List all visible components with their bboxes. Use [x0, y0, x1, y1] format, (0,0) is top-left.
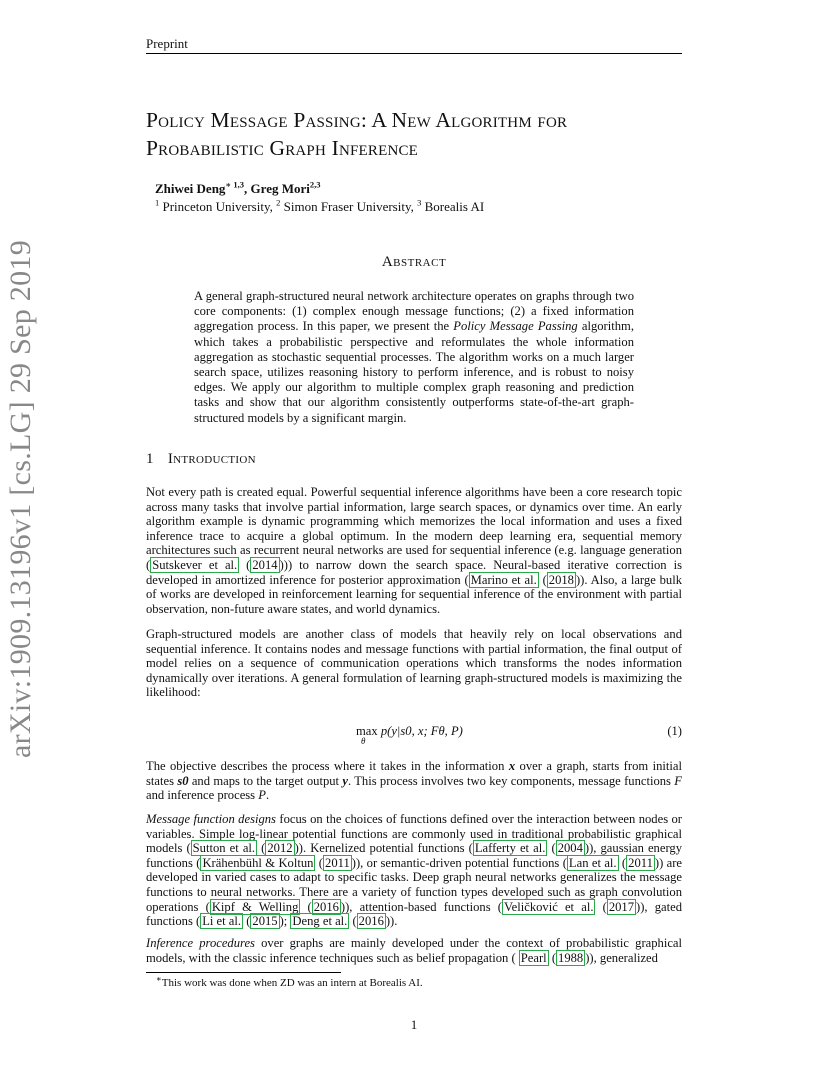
- page-number: 1: [410, 1017, 418, 1032]
- citation-link[interactable]: 2017: [608, 899, 635, 914]
- math-F: F: [674, 773, 682, 788]
- text-run: and inference process: [146, 788, 259, 803]
- text-run: )). Kernelized potential functions (: [294, 841, 473, 856]
- author-2: Greg Mori: [250, 181, 310, 196]
- equation-max: max: [356, 724, 378, 738]
- text-run: )).: [385, 914, 398, 929]
- citation-link[interactable]: Pearl: [520, 950, 547, 965]
- citation-link[interactable]: 2011: [325, 855, 350, 870]
- citation-link[interactable]: Veličković et al.: [503, 899, 594, 914]
- affil-2: Simon Fraser University,: [280, 199, 418, 214]
- equation-1: [146, 724, 682, 746]
- section-heading: [146, 451, 256, 468]
- author-1-marks: ∗ 1,3: [225, 179, 245, 190]
- text-run: (: [257, 841, 266, 856]
- paragraph-emphasis: Message function designs: [146, 812, 276, 826]
- text-run: (: [243, 914, 251, 929]
- text-run: (: [239, 557, 251, 572]
- text-run: (: [548, 950, 557, 965]
- citation-link[interactable]: Li et al.: [202, 914, 242, 929]
- abstract-body: [194, 289, 634, 426]
- title-line-2: Probabilistic Graph Inference: [146, 136, 419, 160]
- citation-link[interactable]: Lafferty et al.: [474, 841, 546, 856]
- citation-link[interactable]: Marino et al.: [470, 572, 537, 587]
- footnote-text: This work was done when ZD was an intern at Borealis AI.: [161, 977, 423, 989]
- text-run: )). Also, a large bulk of works are developed in reinforcement learning for sequential inference of the environment with partial observation, non-future aware states, and world dynamics.: [146, 572, 683, 616]
- author-2-marks: 2,3: [309, 179, 321, 190]
- equation-subscript: θ: [361, 736, 366, 746]
- footnote: [156, 973, 423, 989]
- text-run: . This process involves two key components, message functions: [347, 773, 675, 788]
- author-separator: ,: [244, 181, 251, 196]
- citation-link[interactable]: 2004: [557, 841, 583, 856]
- math-x: x: [508, 759, 516, 773]
- abstract-text-a: A general graph-structured neural network architecture operates on graphs through two core components: (1) complex enough message functions; (2) a fixed information aggregation process. In this paper, we present the: [194, 289, 634, 334]
- paragraph-2: Graph-structured models are another class of models that heavily rely on local observations and sequential inference. It contains nodes and message functions with partial information, the final output of model relies on a sequence of communication operations which transforms the nodes information dynamically over iterations. A general formulation of learning graph-structured models is maximizing the likelihood:: [146, 627, 682, 700]
- affil-3: Borealis AI: [421, 199, 485, 214]
- equation-body: p(y|s0, x; Fθ, P): [377, 724, 463, 738]
- footnote-rule: [146, 972, 341, 973]
- paragraph-4: [146, 812, 682, 929]
- header-rule: [146, 53, 682, 54]
- running-header: Preprint: [146, 36, 188, 51]
- citation-link[interactable]: Deng et al.: [292, 914, 348, 929]
- citation-link[interactable]: 2011: [628, 855, 653, 870]
- text-run: )), gaussian energy functions (: [146, 841, 683, 870]
- citation-link[interactable]: Sutskever et al.: [152, 557, 238, 572]
- author-1: Zhiwei Deng: [155, 181, 226, 196]
- affil-mark-1: 1: [155, 197, 160, 208]
- abstract-heading: Abstract: [381, 254, 447, 270]
- citation-link[interactable]: 2012: [267, 841, 293, 856]
- arxiv-stamp: arXiv:1909.13196v1 [cs.LG] 29 Sep 2019: [4, 239, 37, 758]
- text-run: The objective describes the process where it takes in the information: [146, 759, 509, 773]
- citation-link[interactable]: 1988: [558, 950, 584, 965]
- text-run: )), generalized: [585, 950, 658, 965]
- text-run: over a graph, starts from initial states: [146, 759, 682, 788]
- title-line-1: Policy Message Passing: A New Algorithm for: [146, 108, 568, 132]
- text-run: focus on the choices of functions defined over the interaction between nodes or variables. Simple log-linear potential functions are commonly used in traditional probabilistic graphical models (: [146, 812, 683, 856]
- citation-link[interactable]: 2015: [252, 914, 278, 929]
- citation-link[interactable]: 2014: [252, 557, 278, 572]
- paragraph-emphasis: Inference procedures: [146, 936, 255, 950]
- text-run: )), attention-based functions (: [340, 899, 502, 914]
- text-run: )), gated functions (: [146, 899, 682, 929]
- text-run: )), or semantic-driven potential functions (: [351, 855, 567, 870]
- text-run: )) are developed in varied cases to adapt to specific tasks. Deep graph neural networks generalizes the message functions to neural networks. There are a variety of function types developed such as graph convolution operations (: [146, 855, 683, 914]
- equation-expression: [356, 724, 463, 746]
- paper-title: [146, 106, 706, 162]
- citation-link[interactable]: 2016: [358, 914, 384, 929]
- text-run: (: [300, 899, 312, 914]
- citation-link[interactable]: Krähenbühl & Koltun: [202, 855, 314, 870]
- text-run: ))) to narrow down the search space. Neural-based iterative correction is developed in amortized inference for posterior approximation (: [146, 557, 682, 587]
- citation-link[interactable]: Sutton et al.: [192, 841, 256, 856]
- abstract-emphasis: Policy Message Passing: [453, 319, 578, 334]
- footnote-mark: ∗: [156, 973, 162, 984]
- text-run: and maps to the target output: [188, 773, 343, 788]
- paragraph-3: [146, 759, 682, 803]
- equation-number: (1): [667, 724, 682, 738]
- author-list: [155, 181, 321, 197]
- paragraph-5: [146, 936, 682, 965]
- citation-link[interactable]: Kipf & Welling: [211, 899, 299, 914]
- citation-link[interactable]: 2018: [548, 572, 574, 587]
- affiliations: [155, 199, 484, 215]
- paragraph-1: [146, 485, 682, 616]
- section-number: 1: [146, 451, 154, 467]
- affil-mark-3: 3: [417, 197, 422, 208]
- text-run: over graphs are mainly developed under the context of probabilistic graphical models, with the classic inference techniques such as belief propagation (: [146, 936, 682, 965]
- text-run: (: [595, 899, 607, 914]
- text-run: (: [618, 855, 627, 870]
- math-y: y: [342, 773, 348, 788]
- text-run: (: [315, 855, 324, 870]
- abstract-text-b: algorithm, which takes a probabilistic perspective and reformulates the whole information aggregation as stochastic sequential processes. The algorithm works on a much larger search space, utilizes reasoning history to perform inference, and is robust to noisy edges. We apply our algorithm to multiple complex graph reasoning and prediction tasks and show that our algorithm consistently outperforms state-of-the-art graph-structured models by a significant margin.: [194, 319, 634, 425]
- citation-link[interactable]: 2016: [313, 899, 339, 914]
- text-run: .: [265, 788, 270, 803]
- text-run: (: [547, 841, 556, 856]
- section-title: Introduction: [167, 451, 256, 467]
- text-run: (: [538, 572, 547, 587]
- affil-1: Princeton University,: [159, 199, 277, 214]
- math-s0: s0: [177, 773, 189, 788]
- text-run: );: [279, 914, 291, 929]
- affil-mark-2: 2: [276, 197, 281, 208]
- text-run: (: [349, 914, 357, 929]
- math-P: P: [258, 788, 266, 803]
- text-run: Not every path is created equal. Powerful sequential inference algorithms have been a core research topic across many tasks that involve partial information, large search spaces, or dynamics over time. An early algorithm example is dynamic programming which memorizes the local information and uses a fixed inference trace to acquire a global optimum. In the modern deep learning era, sequential memory architectures such as recurrent neural networks are used for sequential inference (e.g. language generation (: [146, 485, 682, 572]
- citation-link[interactable]: Lan et al.: [568, 855, 617, 870]
